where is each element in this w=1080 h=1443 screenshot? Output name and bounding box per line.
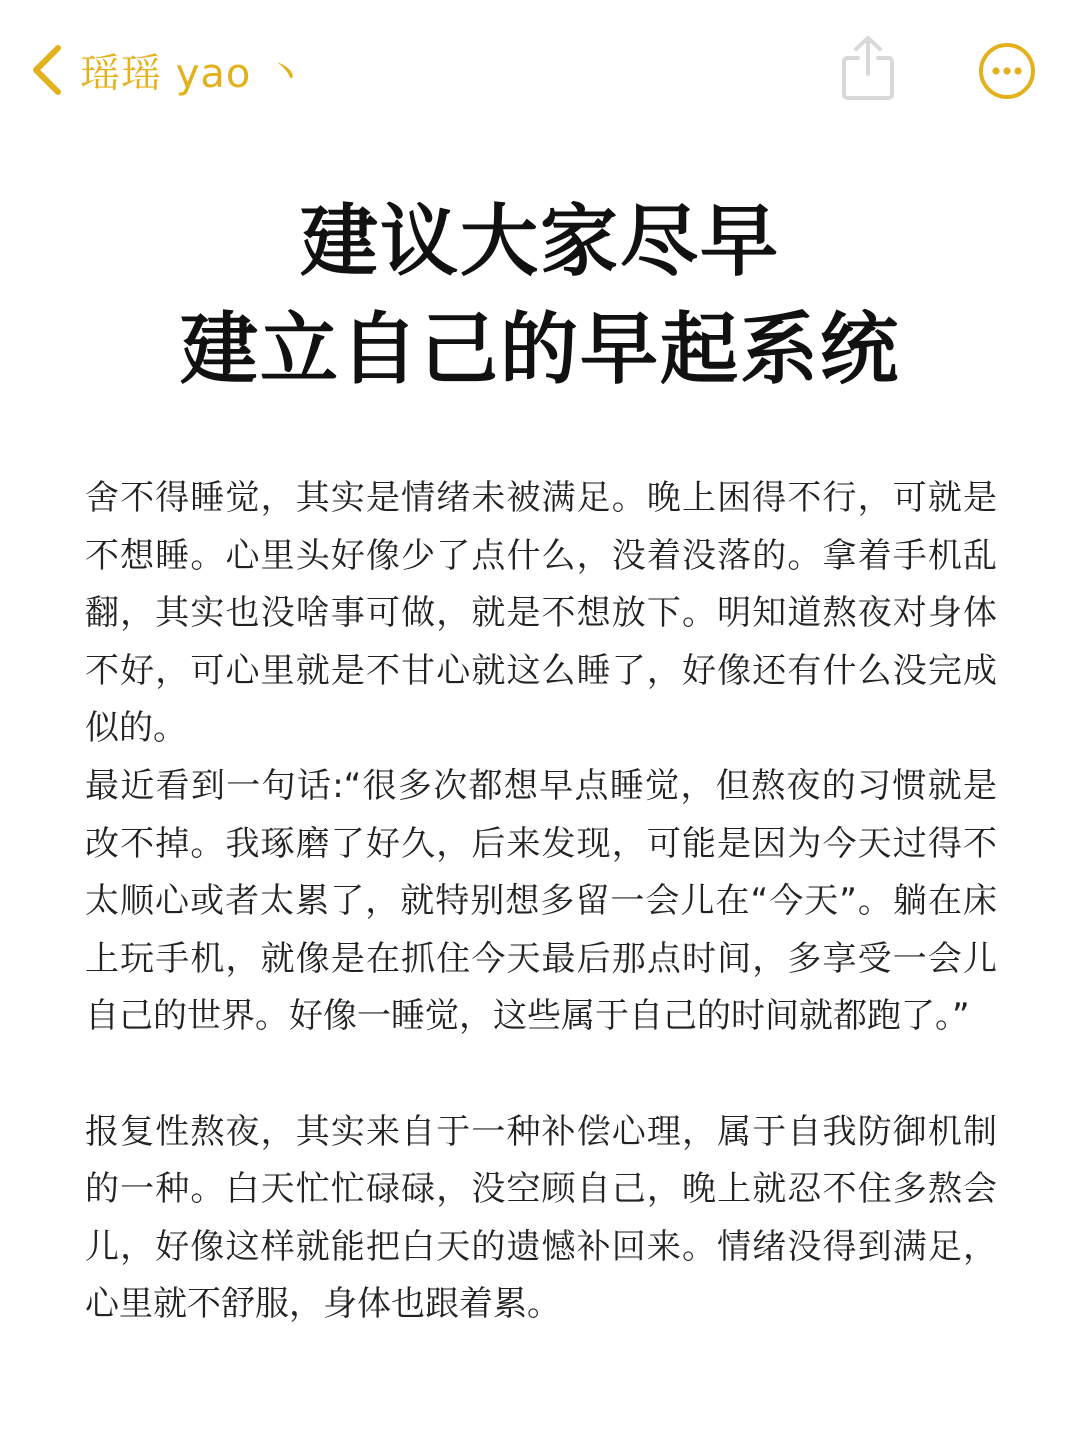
paragraph-spacer bbox=[85, 1046, 997, 1104]
back-button[interactable] bbox=[28, 40, 306, 100]
body-paragraph: 报复性熬夜，其实来自于一种补偿心理，属于自我防御机制的一种。白天忙忙碌碌，没空顾自己，晚上就忍不住多熬会儿，好像这样就能把白天的遗憾补回来。情绪没得到满足，心里就不舒服，身体也跟着累。 bbox=[85, 1111, 997, 1325]
note-body bbox=[85, 470, 997, 1334]
author-name: 瑶瑶 yao 丶 bbox=[80, 50, 307, 97]
top-navigation-bar bbox=[0, 0, 1080, 140]
title-line-2: 建立自己的早起系统 bbox=[179, 305, 900, 395]
body-paragraph: 最近看到一句话:“很多次都想早点睡觉，但熬夜的习惯就是改不掉。我琢磨了好久，后来发现，可能是因为今天过得不太顺心或者太累了，就特别想多留一会儿在“今天”。躺在床上玩手机，就像是在抓住今天最后那点时间，多享受一会儿自己的世界。好像一睡觉，这些属于自己的时间就都跑了。” bbox=[85, 765, 997, 1037]
chevron-left-icon bbox=[28, 42, 68, 98]
body-paragraph: 舍不得睡觉，其实是情绪未被满足。晚上困得不行，可就是不想睡。心里头好像少了点什么，没着没落的。拿着手机乱翻，其实也没啥事可做，就是不想放下。明知道熬夜对身体不好，可心里就是不甘心就这么睡了，好像还有什么没完成似的。 bbox=[85, 478, 997, 749]
more-icon[interactable] bbox=[978, 42, 1036, 100]
share-icon[interactable] bbox=[836, 34, 900, 102]
note-title bbox=[0, 188, 1080, 404]
title-line-1: 建议大家尽早 bbox=[299, 197, 780, 287]
